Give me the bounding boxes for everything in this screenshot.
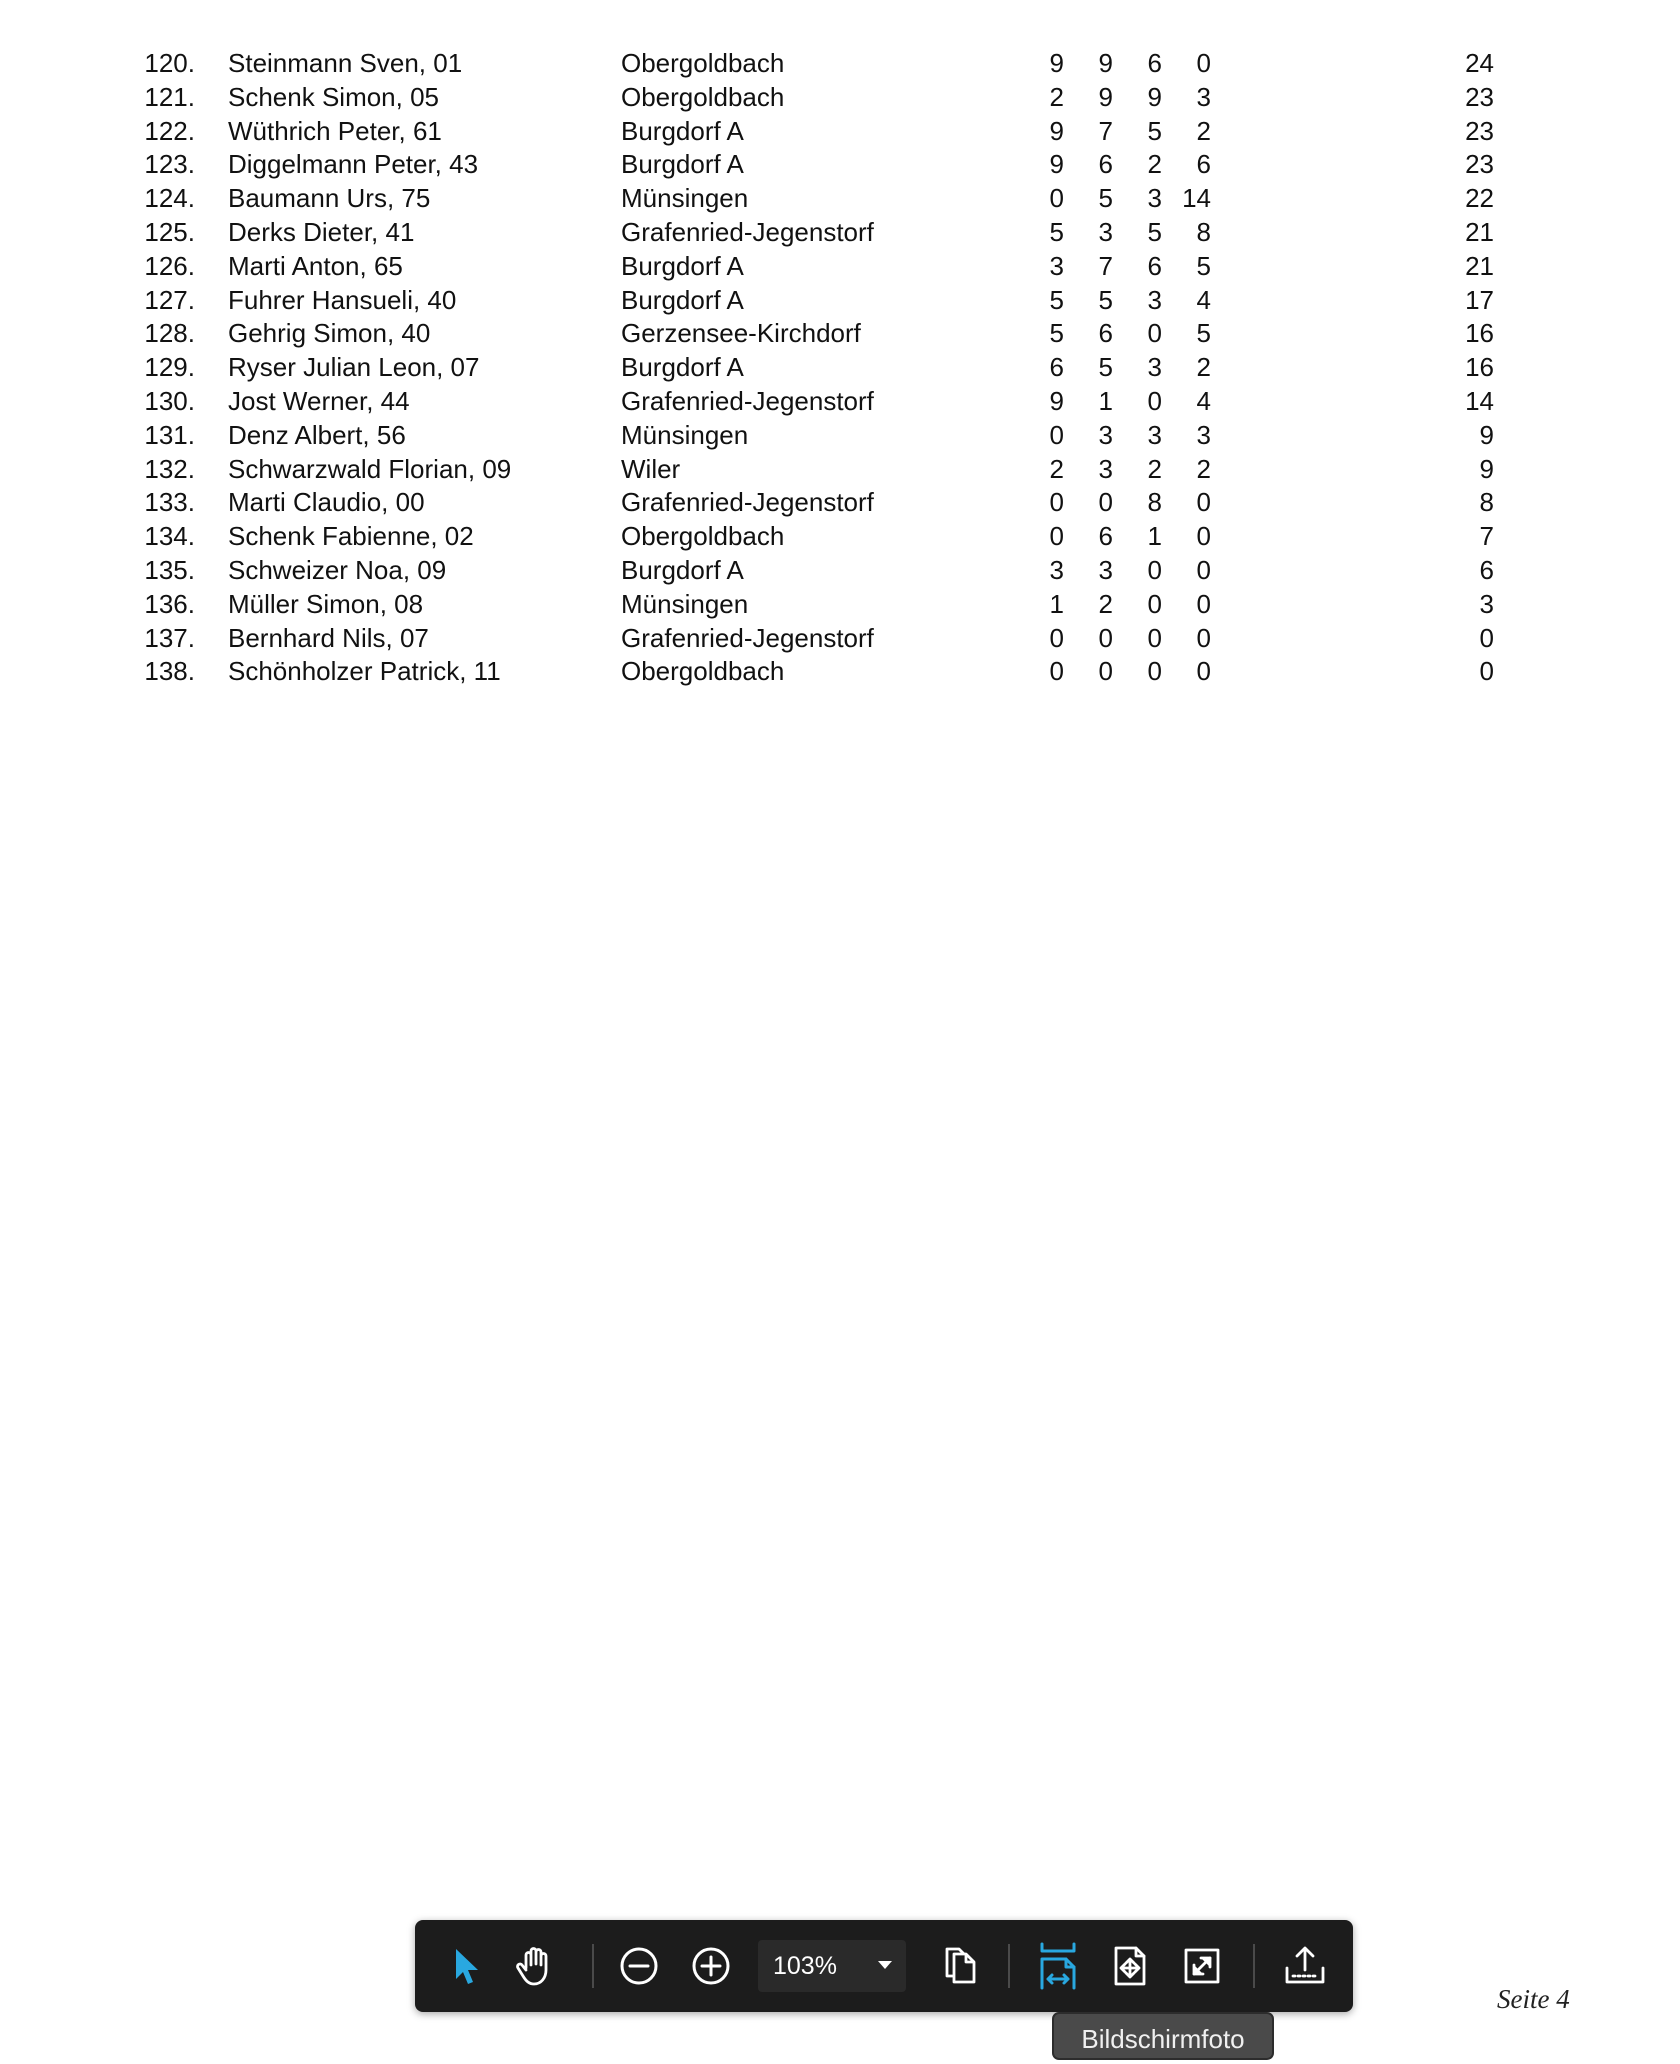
score-4: 5	[1196, 250, 1211, 281]
hand-tool-button[interactable]	[507, 1938, 563, 1994]
score-3: 2	[1147, 149, 1162, 180]
rank: 138.	[144, 656, 195, 687]
result-row	[0, 554, 1680, 588]
rank: 136.	[144, 588, 195, 619]
club-name: Burgdorf A	[621, 554, 744, 585]
total-score: 0	[1479, 622, 1494, 653]
score-4: 0	[1196, 521, 1211, 552]
club-name: Grafenried-Jegenstorf	[621, 487, 874, 518]
score-3: 3	[1147, 284, 1162, 315]
toolbar-divider	[1008, 1944, 1010, 1988]
score-1: 0	[1049, 656, 1064, 687]
participant-name: Baumann Urs, 75	[228, 183, 431, 214]
pages-button[interactable]	[932, 1938, 988, 1994]
zoom-in-icon	[689, 1944, 733, 1988]
score-4: 3	[1196, 81, 1211, 112]
score-1: 2	[1049, 81, 1064, 112]
score-1: 0	[1049, 487, 1064, 518]
score-3: 5	[1147, 216, 1162, 247]
participant-name: Gehrig Simon, 40	[228, 318, 431, 349]
result-row	[0, 317, 1680, 351]
total-score: 7	[1479, 521, 1494, 552]
score-4: 8	[1196, 216, 1211, 247]
score-4: 0	[1196, 554, 1211, 585]
score-3: 2	[1147, 453, 1162, 484]
share-icon	[1283, 1944, 1327, 1988]
rank: 137.	[144, 622, 195, 653]
result-row	[0, 182, 1680, 216]
rank: 122.	[144, 115, 195, 146]
score-1: 9	[1049, 149, 1064, 180]
score-4: 0	[1196, 656, 1211, 687]
score-1: 0	[1049, 521, 1064, 552]
participant-name: Fuhrer Hansueli, 40	[228, 284, 457, 315]
score-1: 0	[1049, 419, 1064, 450]
score-4: 2	[1196, 453, 1211, 484]
total-score: 17	[1465, 284, 1494, 315]
floating-toolbar	[415, 1920, 1353, 2012]
score-4: 2	[1196, 115, 1211, 146]
toolbar-divider	[1253, 1944, 1255, 1988]
score-2: 5	[1098, 352, 1113, 383]
result-row	[0, 47, 1680, 81]
total-score: 22	[1465, 183, 1494, 214]
total-score: 21	[1465, 216, 1494, 247]
participant-name: Derks Dieter, 41	[228, 216, 415, 247]
result-row	[0, 148, 1680, 182]
fit-width-button[interactable]	[1030, 1938, 1086, 1994]
score-2: 9	[1098, 48, 1113, 78]
share-button[interactable]	[1277, 1938, 1333, 1994]
score-3: 0	[1147, 318, 1162, 349]
score-1: 9	[1049, 385, 1064, 416]
rank: 129.	[144, 352, 195, 383]
score-3: 3	[1147, 419, 1162, 450]
result-row	[0, 351, 1680, 385]
score-1: 5	[1049, 318, 1064, 349]
hand-icon	[513, 1944, 557, 1988]
club-name: Obergoldbach	[621, 656, 785, 687]
result-row	[0, 486, 1680, 520]
score-4: 4	[1196, 284, 1211, 315]
tooltip: Bildschirmfoto	[1052, 2012, 1274, 2060]
score-1: 3	[1049, 250, 1064, 281]
score-2: 0	[1098, 656, 1113, 687]
rank: 125.	[144, 216, 195, 247]
result-row	[0, 655, 1680, 689]
club-name: Grafenried-Jegenstorf	[621, 385, 874, 416]
score-1: 0	[1049, 183, 1064, 214]
score-4: 0	[1196, 487, 1211, 518]
score-4: 2	[1196, 352, 1211, 383]
result-row	[0, 284, 1680, 318]
score-2: 6	[1098, 521, 1113, 552]
score-2: 6	[1098, 149, 1113, 180]
participant-name: Bernhard Nils, 07	[228, 622, 429, 653]
rank: 124.	[144, 183, 195, 214]
score-2: 0	[1098, 487, 1113, 518]
score-1: 6	[1049, 352, 1064, 383]
participant-name: Wüthrich Peter, 61	[228, 115, 442, 146]
score-1: 5	[1049, 284, 1064, 315]
rank: 120.	[144, 48, 195, 78]
club-name: Grafenried-Jegenstorf	[621, 216, 874, 247]
rank: 132.	[144, 453, 195, 484]
score-2: 3	[1098, 453, 1113, 484]
total-score: 0	[1479, 656, 1494, 687]
score-2: 7	[1098, 250, 1113, 281]
score-3: 6	[1147, 48, 1162, 78]
score-3: 3	[1147, 352, 1162, 383]
rank: 126.	[144, 250, 195, 281]
score-3: 9	[1147, 81, 1162, 112]
score-2: 1	[1098, 385, 1113, 416]
participant-name: Schweizer Noa, 09	[228, 554, 447, 585]
participant-name: Marti Claudio, 00	[228, 487, 425, 518]
total-score: 23	[1465, 81, 1494, 112]
score-3: 5	[1147, 115, 1162, 146]
score-4: 5	[1196, 318, 1211, 349]
cursor-arrow-icon	[450, 1946, 482, 1986]
score-1: 2	[1049, 453, 1064, 484]
fullscreen-button[interactable]	[1174, 1938, 1230, 1994]
result-row	[0, 216, 1680, 250]
score-1: 5	[1049, 216, 1064, 247]
club-name: Wiler	[621, 453, 681, 484]
total-score: 21	[1465, 250, 1494, 281]
club-name: Münsingen	[621, 183, 749, 214]
result-row	[0, 250, 1680, 284]
rank: 121.	[144, 81, 195, 112]
score-4: 4	[1196, 385, 1211, 416]
fit-page-button[interactable]	[1102, 1938, 1158, 1994]
total-score: 14	[1465, 385, 1494, 416]
total-score: 6	[1479, 554, 1494, 585]
result-row	[0, 81, 1680, 115]
score-4: 3	[1196, 419, 1211, 450]
score-3: 8	[1147, 487, 1162, 518]
score-2: 3	[1098, 554, 1113, 585]
rank: 127.	[144, 284, 195, 315]
score-2: 3	[1098, 419, 1113, 450]
toolbar-divider	[592, 1944, 594, 1988]
result-row	[0, 588, 1680, 622]
participant-name: Ryser Julian Leon, 07	[228, 352, 480, 383]
score-1: 9	[1049, 115, 1064, 146]
club-name: Münsingen	[621, 588, 749, 619]
club-name: Obergoldbach	[621, 81, 785, 112]
total-score: 16	[1465, 352, 1494, 383]
rank: 135.	[144, 554, 195, 585]
club-name: Münsingen	[621, 419, 749, 450]
total-score: 8	[1479, 487, 1494, 518]
rank: 128.	[144, 318, 195, 349]
participant-name: Schönholzer Patrick, 11	[228, 656, 501, 687]
score-1: 9	[1049, 48, 1064, 78]
rank: 133.	[144, 487, 195, 518]
result-row	[0, 520, 1680, 554]
total-score: 16	[1465, 318, 1494, 349]
score-4: 0	[1196, 48, 1211, 78]
participant-name: Jost Werner, 44	[228, 385, 410, 416]
total-score: 9	[1479, 453, 1494, 484]
zoom-level-value: 103%	[773, 1952, 837, 1980]
score-4: 0	[1196, 588, 1211, 619]
result-row	[0, 115, 1680, 149]
score-3: 0	[1147, 554, 1162, 585]
participant-name: Diggelmann Peter, 43	[228, 149, 479, 180]
participant-name: Marti Anton, 65	[228, 250, 403, 281]
rank: 131.	[144, 419, 195, 450]
score-4: 6	[1196, 149, 1211, 180]
zoom-out-button[interactable]	[611, 1938, 667, 1994]
rank: 130.	[144, 385, 195, 416]
score-2: 0	[1098, 622, 1113, 653]
score-3: 0	[1147, 622, 1162, 653]
zoom-level-dropdown[interactable]	[758, 1940, 906, 1992]
total-score: 23	[1465, 149, 1494, 180]
score-3: 0	[1147, 385, 1162, 416]
rank: 134.	[144, 521, 195, 552]
pages-icon	[940, 1944, 980, 1988]
participant-name: Schenk Simon, 05	[228, 81, 440, 112]
total-score: 23	[1465, 115, 1494, 146]
score-3: 1	[1147, 521, 1162, 552]
club-name: Burgdorf A	[621, 250, 744, 281]
result-row	[0, 419, 1680, 453]
zoom-in-button[interactable]	[683, 1938, 739, 1994]
score-2: 3	[1098, 216, 1113, 247]
club-name: Burgdorf A	[621, 115, 744, 146]
rank: 123.	[144, 149, 195, 180]
results-list	[0, 47, 1680, 689]
club-name: Grafenried-Jegenstorf	[621, 622, 874, 653]
fit-page-icon	[1110, 1944, 1150, 1988]
participant-name: Müller Simon, 08	[228, 588, 424, 619]
participant-name: Schenk Fabienne, 02	[228, 521, 474, 552]
club-name: Gerzensee-Kirchdorf	[621, 318, 861, 349]
club-name: Burgdorf A	[621, 149, 744, 180]
club-name: Burgdorf A	[621, 284, 744, 315]
select-tool-button[interactable]	[438, 1938, 494, 1994]
score-2: 7	[1098, 115, 1113, 146]
score-3: 3	[1147, 183, 1162, 214]
participant-name: Steinmann Sven, 01	[228, 48, 463, 78]
participant-name: Denz Albert, 56	[228, 419, 406, 450]
page-number: Seite 4	[1497, 1984, 1570, 2014]
score-3: 6	[1147, 250, 1162, 281]
score-2: 2	[1098, 588, 1113, 619]
total-score: 24	[1465, 48, 1494, 78]
club-name: Burgdorf A	[621, 352, 744, 383]
total-score: 3	[1479, 588, 1494, 619]
club-name: Obergoldbach	[621, 48, 785, 78]
result-row	[0, 385, 1680, 419]
participant-name: Schwarzwald Florian, 09	[228, 453, 512, 484]
chevron-down-icon	[878, 1961, 892, 1969]
score-2: 5	[1098, 284, 1113, 315]
fullscreen-icon	[1182, 1946, 1222, 1986]
result-row	[0, 622, 1680, 656]
score-4: 0	[1196, 622, 1211, 653]
score-3: 0	[1147, 588, 1162, 619]
fit-width-icon	[1036, 1941, 1080, 1991]
score-2: 5	[1098, 183, 1113, 214]
result-row	[0, 453, 1680, 487]
zoom-out-icon	[617, 1944, 661, 1988]
score-3: 0	[1147, 656, 1162, 687]
score-2: 6	[1098, 318, 1113, 349]
score-1: 1	[1049, 588, 1064, 619]
total-score: 9	[1479, 419, 1494, 450]
score-1: 3	[1049, 554, 1064, 585]
score-4: 14	[1182, 183, 1211, 214]
score-2: 9	[1098, 81, 1113, 112]
club-name: Obergoldbach	[621, 521, 785, 552]
score-1: 0	[1049, 622, 1064, 653]
